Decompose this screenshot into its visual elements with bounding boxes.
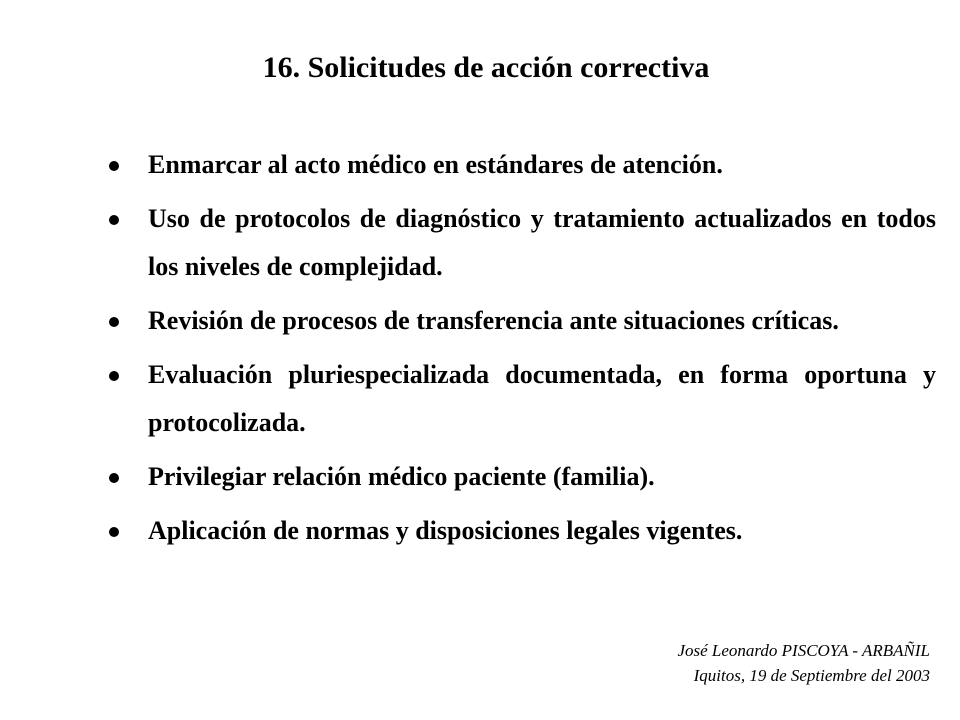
bullet-text: Enmarcar al acto médico en estándares de atención. (148, 150, 723, 179)
bullet-dot-icon (106, 351, 148, 399)
bullet-item (106, 453, 936, 501)
footer-author: José Leonardo PISCOYA - ARBAÑIL (677, 641, 930, 660)
footer (677, 638, 930, 688)
bullet-dot-icon (106, 507, 148, 555)
bullet-list (106, 141, 936, 561)
bullet-dot-icon (106, 141, 148, 189)
bullet-item (106, 507, 936, 555)
bullet-item (106, 297, 936, 345)
bullet-text: Uso de protocolos de diagnóstico y tratamiento actualizados en todos los niveles de complejidad. (148, 204, 936, 281)
bullet-text: Privilegiar relación médico paciente (familia). (148, 462, 655, 491)
bullet-dot-icon (106, 453, 148, 501)
bullet-text: Revisión de procesos de transferencia ante situaciones críticas. (148, 306, 839, 335)
bullet-dot-icon (106, 297, 148, 345)
bullet-item (106, 195, 936, 291)
bullet-item (106, 141, 936, 189)
bullet-text: Aplicación de normas y disposiciones legales vigentes. (148, 516, 743, 545)
bullet-text: Evaluación pluriespecializada documentada, en forma oportuna y protocolizada. (148, 360, 936, 437)
bullet-item (106, 351, 936, 447)
slide-title: 16. Solicitudes de acción correctiva (262, 51, 710, 84)
footer-place-date: Iquitos, 19 de Septiembre del 2003 (693, 666, 930, 685)
bullet-dot-icon (106, 195, 148, 243)
